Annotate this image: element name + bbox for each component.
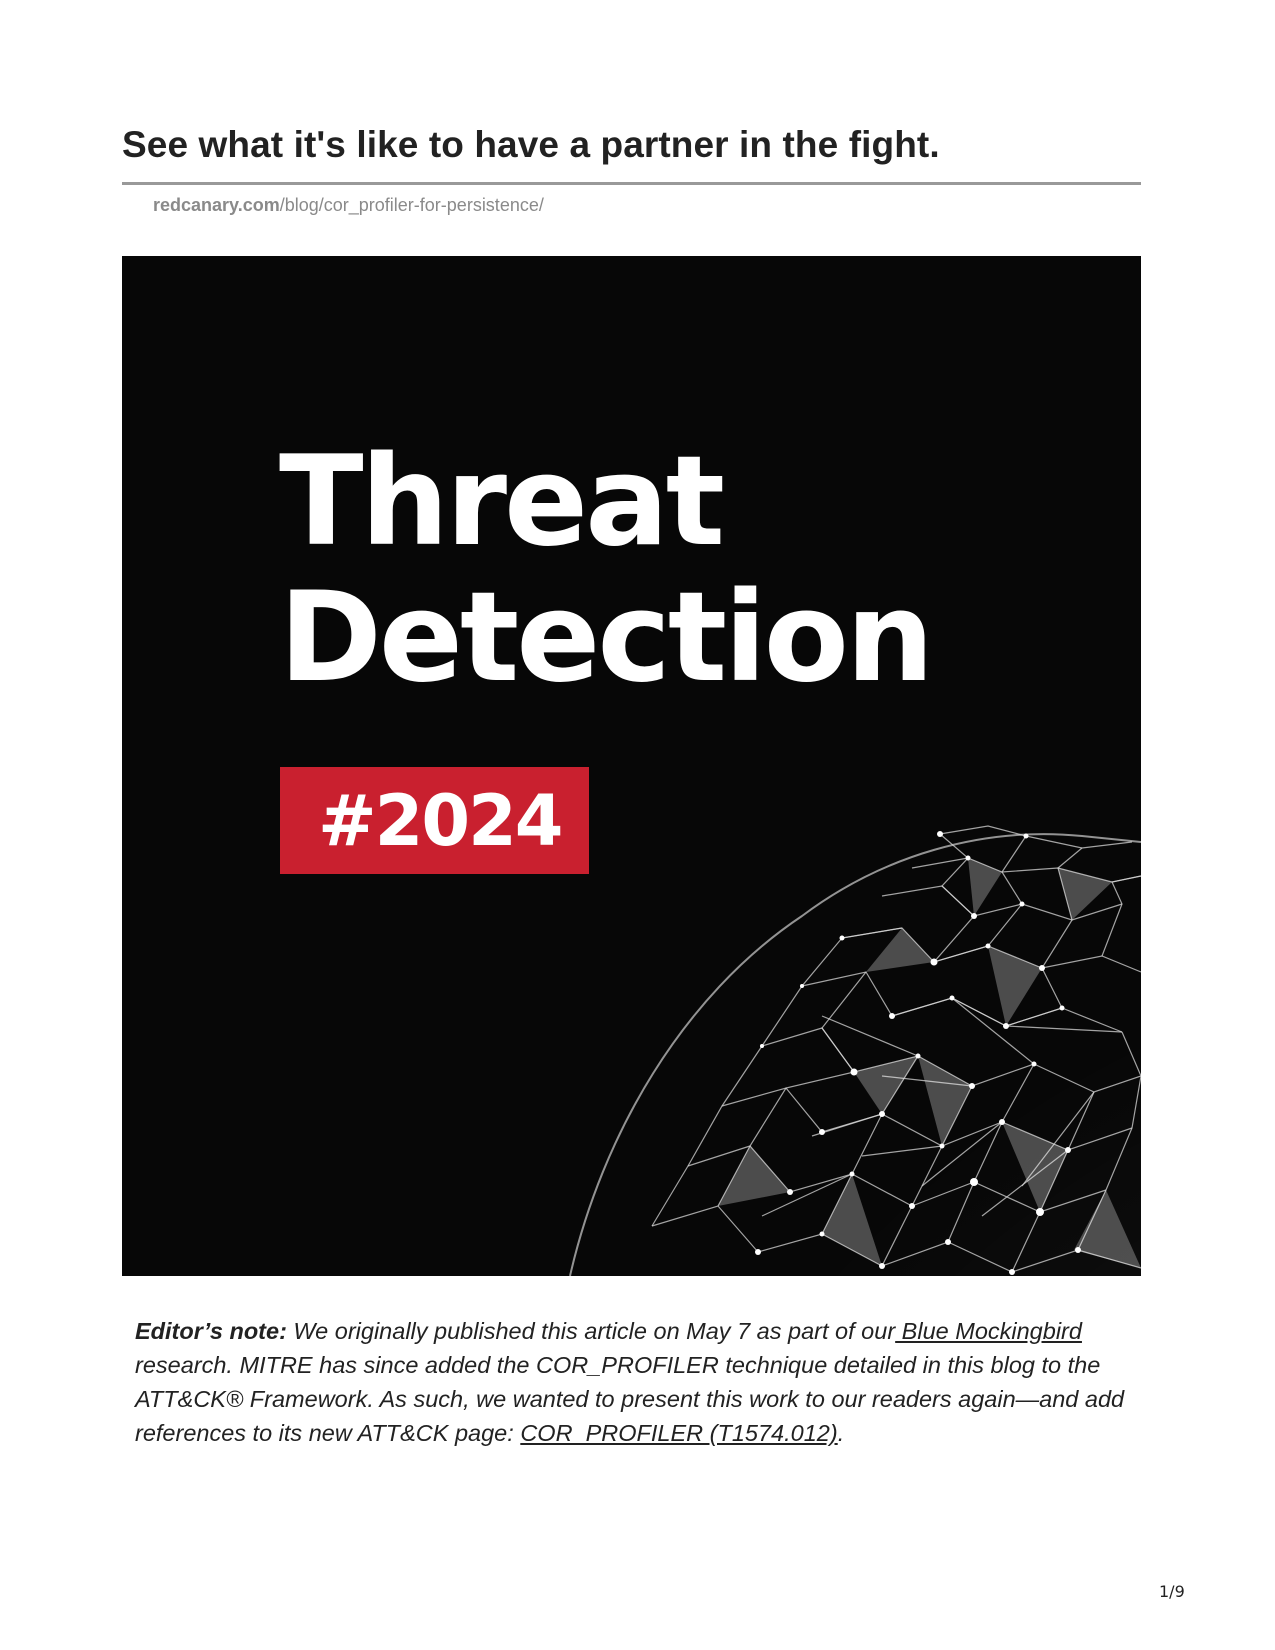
hero-badge-text: #2024	[318, 780, 562, 862]
hero-title	[279, 430, 932, 710]
source-url[interactable]	[153, 195, 544, 216]
editor-note-label: Editor’s note:	[135, 1318, 287, 1344]
editor-note-text-3: .	[837, 1420, 845, 1446]
source-url-path: /blog/cor_profiler-for-persistence/	[279, 195, 544, 215]
title-divider	[122, 182, 1141, 185]
editor-note-text-2: research. MITRE has since added the COR_PROFILER technique detailed in this blog to the ATT&CK® Framework. As such, we wanted to present this work to our readers again—and add references to its new ATT&CK page:	[135, 1352, 1125, 1446]
network-globe-graphic	[122, 256, 1141, 1276]
editor-note-text-1: We originally published this article on May 7 as part of our	[286, 1318, 896, 1344]
page-number: 1/9	[1159, 1582, 1185, 1601]
page-title: See what it's like to have a partner in the fight.	[122, 124, 940, 165]
editor-note	[135, 1314, 1150, 1450]
source-url-domain: redcanary.com	[153, 195, 280, 215]
blue-mockingbird-link[interactable]: Blue Mockingbird	[895, 1318, 1082, 1344]
hero-image	[122, 256, 1141, 1276]
hero-badge	[280, 767, 589, 874]
hero-title-line-2: Detection	[279, 566, 932, 710]
cor-profiler-attack-link[interactable]: COR_PROFILER (T1574.012)	[520, 1420, 838, 1446]
hero-title-line-1: Threat	[279, 430, 723, 574]
